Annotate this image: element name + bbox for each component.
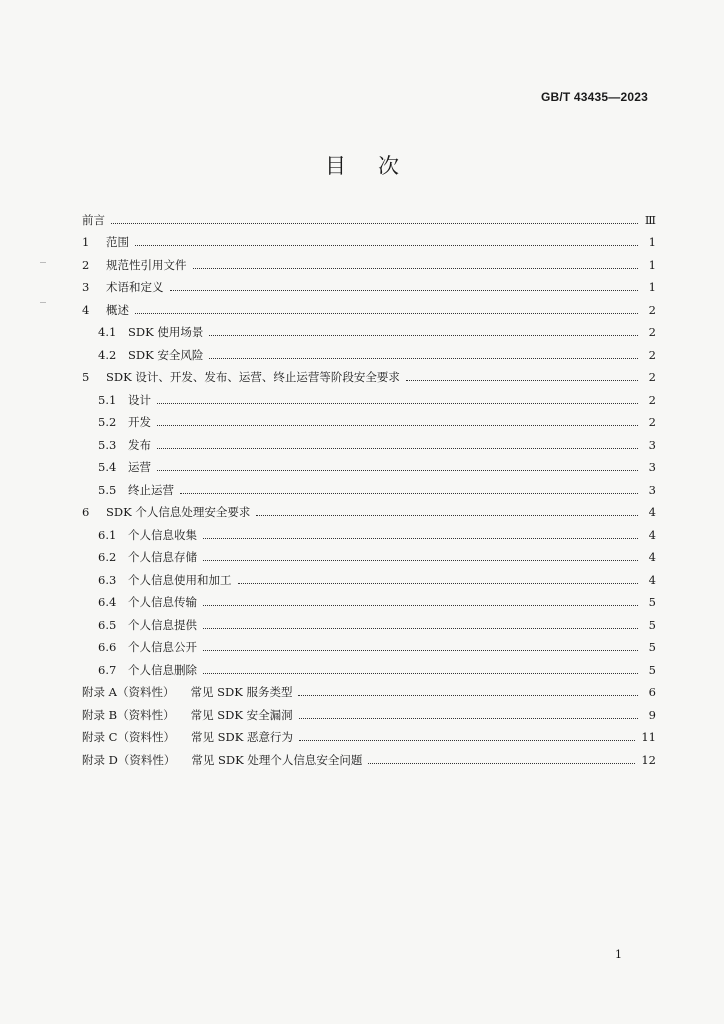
toc-entry-title: SDK 安全风险 <box>128 347 204 362</box>
appendix-title: 常见 SDK 服务类型 <box>190 685 293 699</box>
toc-entry[interactable] <box>82 429 656 452</box>
dot-leader <box>203 559 638 561</box>
toc-entry-number: 4 <box>82 302 90 317</box>
toc-entry[interactable] <box>82 474 656 497</box>
appendix-label: 附录 D（资料性） <box>82 752 176 767</box>
toc-entry-title: 前言 <box>82 212 105 227</box>
toc-entry[interactable] <box>82 339 656 362</box>
toc-entry-title: 规范性引用文件 <box>106 257 187 272</box>
appendix-title: 常见 SDK 安全漏洞 <box>190 707 293 722</box>
toc-entry[interactable] <box>82 227 656 250</box>
toc-entry[interactable] <box>82 294 656 317</box>
toc-entry-page: 3 <box>648 482 656 497</box>
toc-appendix-entry[interactable] <box>82 699 656 722</box>
toc-entry-number: 1 <box>82 235 90 249</box>
toc-entry-page: 2 <box>648 415 656 429</box>
toc-entry-number: 5.2 <box>98 415 117 429</box>
toc-entry-page: 2 <box>648 302 656 317</box>
toc-entry-page: 3 <box>648 437 656 452</box>
dot-leader <box>256 514 638 516</box>
toc-entry-title: 个人信息提供 <box>128 617 197 632</box>
toc-appendix-entry[interactable] <box>82 677 656 700</box>
dot-leader <box>203 672 638 674</box>
appendix-title: 常见 SDK 处理个人信息安全问题 <box>191 752 363 767</box>
toc-entry-page: 3 <box>648 460 656 474</box>
dot-leader <box>299 739 635 741</box>
scan-mark <box>40 262 46 263</box>
toc-entry-page: 2 <box>648 370 656 384</box>
toc-entry-number: 3 <box>82 280 90 294</box>
toc-entry-number: 5.5 <box>98 482 117 497</box>
dot-leader <box>135 312 638 314</box>
toc-entry-number: 2 <box>82 257 90 272</box>
toc-entry-page: 2 <box>648 347 656 362</box>
toc-entry-number: 4.2 <box>98 347 117 362</box>
toc-entry-number: 5 <box>82 370 90 384</box>
dot-leader <box>157 469 638 471</box>
toc-entry-title: 个人信息公开 <box>128 640 197 654</box>
dot-leader <box>193 267 639 269</box>
toc-entry-title: SDK 使用场景 <box>128 325 204 339</box>
toc-entry[interactable] <box>82 249 656 272</box>
toc-entry-page: 1 <box>648 280 656 294</box>
toc-entry[interactable] <box>82 497 656 520</box>
toc-entry-page: 1 <box>648 235 656 249</box>
toc-entry[interactable] <box>82 204 656 227</box>
appendix-page: 9 <box>648 707 656 722</box>
toc-entry-title: 开发 <box>128 415 151 429</box>
toc-entry-number: 5.3 <box>98 437 117 452</box>
toc-entry[interactable] <box>82 587 656 610</box>
toc-entry-number: 6.6 <box>98 640 117 654</box>
toc-entry[interactable] <box>82 272 656 295</box>
page-number: 1 <box>615 948 622 961</box>
appendix-label: 附录 B（资料性） <box>82 707 175 722</box>
toc-entry-number: 6.4 <box>98 595 117 609</box>
toc-entry-number: 5.1 <box>98 392 117 407</box>
toc-entry-page: 4 <box>648 550 656 564</box>
appendix-page: 11 <box>641 730 656 744</box>
toc-entry-page: 4 <box>648 527 656 542</box>
dot-leader <box>209 357 638 359</box>
dot-leader <box>238 582 639 584</box>
toc-entry-page: 5 <box>648 595 656 609</box>
page-title: 目次 <box>325 154 431 178</box>
dot-leader <box>406 379 638 381</box>
dot-leader <box>203 627 638 629</box>
table-of-contents <box>82 204 656 767</box>
toc-entry-page: 4 <box>648 505 656 519</box>
toc-entry-title: 个人信息收集 <box>128 527 197 542</box>
toc-entry-title: 个人信息存储 <box>128 550 197 564</box>
toc-entry-page: 4 <box>648 572 656 587</box>
toc-entry-number: 6.5 <box>98 617 117 632</box>
appendix-label: 附录 C（资料性） <box>82 730 175 744</box>
toc-entry-title: 个人信息使用和加工 <box>128 572 232 587</box>
toc-entry[interactable] <box>82 632 656 655</box>
toc-appendix-entry[interactable] <box>82 722 656 745</box>
dot-leader <box>111 222 638 224</box>
toc-entry[interactable] <box>82 407 656 430</box>
dot-leader <box>368 762 635 764</box>
dot-leader <box>203 537 638 539</box>
toc-entry-title: 范围 <box>106 235 129 249</box>
dot-leader <box>299 717 638 719</box>
toc-entry[interactable] <box>82 384 656 407</box>
toc-entry-title: SDK 个人信息处理安全要求 <box>106 505 251 519</box>
toc-entry-title: 运营 <box>128 460 151 474</box>
appendix-page: 12 <box>641 752 656 767</box>
toc-entry-page: 5 <box>648 640 656 654</box>
toc-entry-title: 个人信息传输 <box>128 595 197 609</box>
toc-entry-number: 5.4 <box>98 460 117 474</box>
toc-entry-page: 2 <box>648 325 656 339</box>
dot-leader <box>209 334 638 336</box>
appendix-title: 常见 SDK 恶意行为 <box>190 730 293 744</box>
toc-entry-number: 6 <box>82 505 90 519</box>
toc-entry-number: 4.1 <box>98 325 117 339</box>
dot-leader <box>203 649 638 651</box>
toc-entry[interactable] <box>82 452 656 475</box>
dot-leader <box>157 447 638 449</box>
toc-entry-page: 2 <box>648 392 656 407</box>
toc-entry-number: 6.7 <box>98 662 117 677</box>
toc-entry-title: 设计 <box>128 392 151 407</box>
appendix-page: 6 <box>648 685 656 699</box>
appendix-label: 附录 A（资料性） <box>82 685 175 699</box>
toc-entry-title: 个人信息删除 <box>128 662 197 677</box>
toc-entry[interactable] <box>82 362 656 385</box>
toc-entry-number: 6.1 <box>98 527 117 542</box>
toc-entry-title: 发布 <box>128 437 151 452</box>
toc-entry[interactable] <box>82 542 656 565</box>
toc-entry-page: 5 <box>648 662 656 677</box>
standard-number: GB/T 43435—2023 <box>540 90 648 104</box>
toc-entry-page: 1 <box>648 257 656 272</box>
toc-entry-page: Ⅲ <box>644 212 656 227</box>
dot-leader <box>157 424 638 426</box>
toc-appendix-entry[interactable] <box>82 744 656 767</box>
dot-leader <box>157 402 638 404</box>
toc-entry-page: 5 <box>648 617 656 632</box>
toc-entry[interactable] <box>82 564 656 587</box>
toc-entry[interactable] <box>82 317 656 340</box>
toc-entry-number: 6.2 <box>98 550 117 564</box>
toc-entry[interactable] <box>82 654 656 677</box>
scan-mark <box>40 302 46 303</box>
dot-leader <box>170 289 639 291</box>
dot-leader <box>180 492 638 494</box>
toc-entry-title: 术语和定义 <box>106 280 164 294</box>
toc-entry-number: 6.3 <box>98 572 117 587</box>
toc-entry-title: 概述 <box>106 302 129 317</box>
dot-leader <box>203 604 638 606</box>
toc-entry-title: SDK 设计、开发、发布、运营、终止运营等阶段安全要求 <box>106 370 400 384</box>
dot-leader <box>298 694 638 696</box>
toc-entry-title: 终止运营 <box>128 482 174 497</box>
toc-entry[interactable] <box>82 609 656 632</box>
toc-entry[interactable] <box>82 519 656 542</box>
dot-leader <box>135 244 638 246</box>
